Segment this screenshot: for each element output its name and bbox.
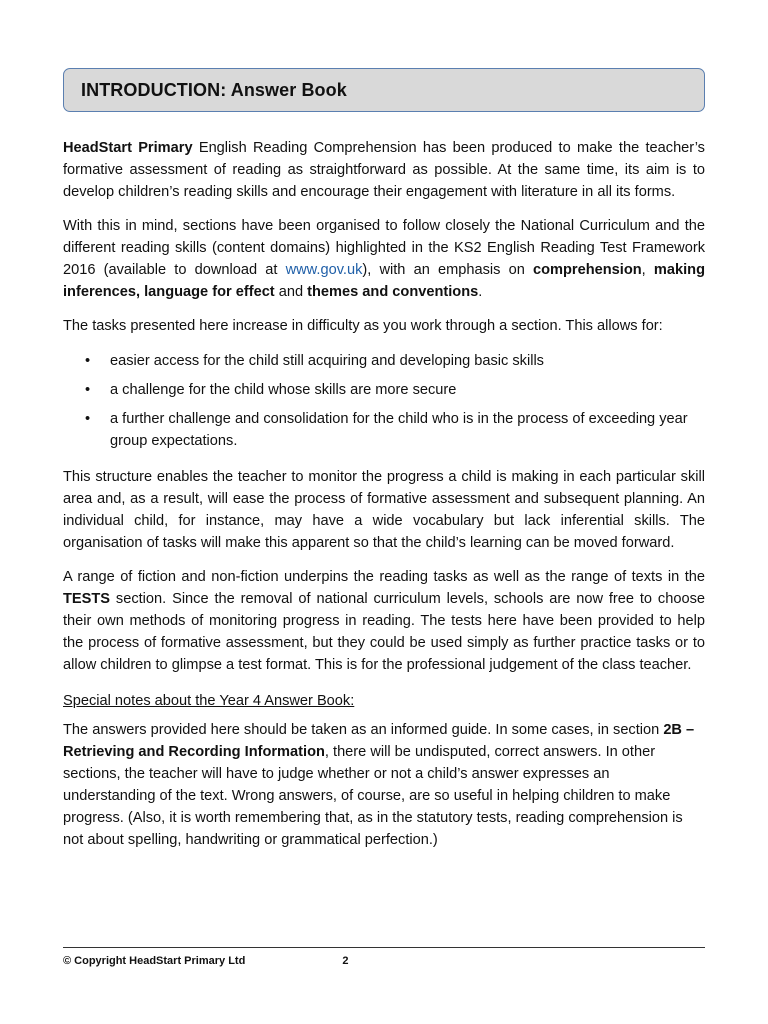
brand-name: HeadStart Primary	[63, 140, 193, 156]
structure-paragraph: This structure enables the teacher to monitor the progress a child is making in each particular skill area and, as a result, will ease the process of formative assessment and subsequent planning. An individual child, for instance, may have a wide vocabulary but lack inferential skills. The organisation of tasks will make this apparent so that the child’s learning can be moved forward.	[63, 469, 705, 551]
curriculum-paragraph: With this in mind, sections have been organised to follow closely the National Curriculum and the different reading skills (content domains) highlighted in the KS2 English Reading Test Framework 2016 (available to download at www.gov.uk), with an emphasis on comprehension, making inferences, language for effect and themes and conventions.	[63, 218, 705, 300]
bullet-icon: •	[85, 382, 91, 398]
page-number: 2	[342, 955, 349, 967]
copyright-text: © Copyright HeadStart Primary Ltd	[63, 955, 246, 967]
special-notes-paragraph: The answers provided here should be taken as an informed guide. In some cases, in section 2B – Retrieving and Recording Information, there will be undisputed, correct answers. In other sections, the teacher will have to judge whether or not a child’s answer expresses an understanding of the text. Wrong answers, of course, are so useful in helping children to make progress. (Also, it is worth remembering that, as in the statutory tests, reading comprehension is not about spelling, handwriting or grammatical perfection.)	[63, 722, 695, 848]
page-title: INTRODUCTION: Answer Book	[81, 79, 347, 100]
list-item: • a further challenge and consolidation for the child who is in the process of exceeding year group expectations.	[63, 408, 705, 452]
bullet-icon: •	[85, 411, 91, 427]
list-item: • a challenge for the child whose skills are more secure	[63, 379, 705, 401]
title-box	[63, 68, 705, 112]
intro-paragraph: HeadStart Primary English Reading Comprehension has been produced to make the teacher’s formative assessment of reading as straightforward as possible. At the same time, its aim is to develop children’s reading skills and encourage their engagement with literature in all its forms.	[63, 140, 705, 200]
page-content	[63, 68, 705, 851]
range-paragraph: A range of fiction and non-fiction underpins the reading tasks as well as the range of texts in the TESTS section. Since the removal of national curriculum levels, schools are now free to choose their own methods of monitoring progress in reading. The tests here have been provided to help the process of formative assessment, but they could be used simply as further practice tasks or to allow children to glimpse a test format. This is for the professional judgement of the class teacher.	[63, 569, 705, 673]
tasks-paragraph: The tasks presented here increase in difficulty as you work through a section. This allows for:	[63, 318, 663, 334]
special-notes-heading: Special notes about the Year 4 Answer Book:	[63, 693, 355, 709]
list-item: • easier access for the child still acquiring and developing basic skills	[63, 350, 705, 372]
bullet-icon: •	[85, 353, 91, 369]
footer	[63, 955, 348, 967]
footer-divider	[63, 947, 705, 948]
difficulty-list	[63, 350, 705, 452]
gov-uk-link[interactable]: www.gov.uk	[285, 262, 363, 278]
